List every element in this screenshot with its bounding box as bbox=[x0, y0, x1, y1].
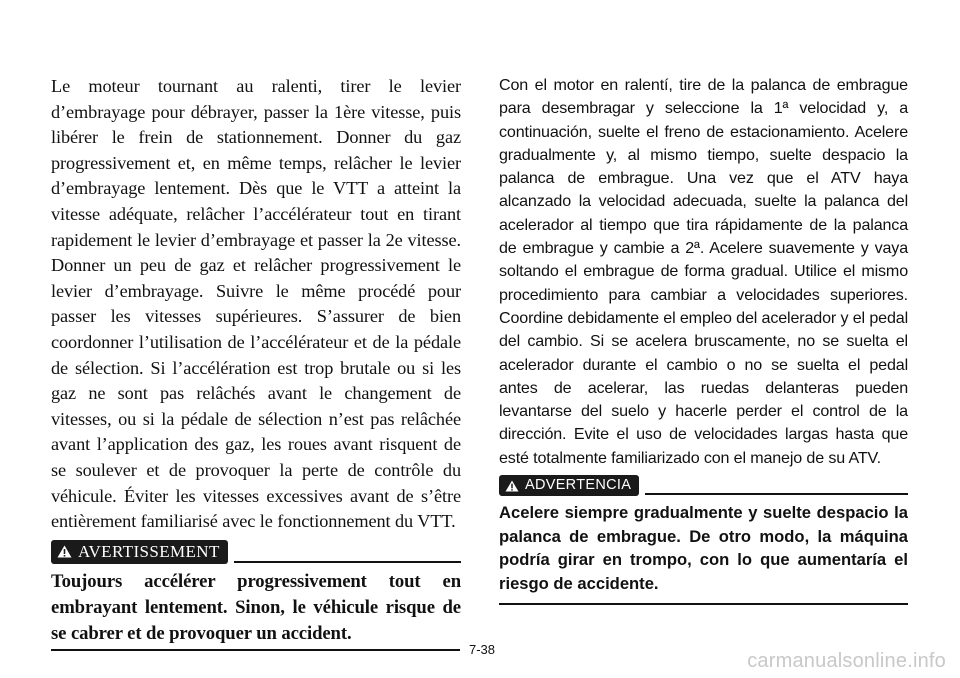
french-warning-label: AVERTISSEMENT bbox=[78, 542, 220, 562]
french-warning-badge bbox=[51, 540, 228, 564]
french-column bbox=[51, 74, 461, 647]
spanish-column bbox=[499, 74, 908, 605]
french-warning-end-rule bbox=[51, 649, 460, 651]
spanish-warning-end-rule bbox=[499, 603, 908, 605]
spanish-warning-label: ADVERTENCIA bbox=[525, 477, 632, 494]
warning-triangle-icon bbox=[57, 545, 72, 558]
spanish-warning-header bbox=[499, 475, 908, 496]
french-warning-text: Toujours accélérer progressivement tout en embrayant lentement. Sinon, le véhicule risque de se cabrer et de provoquer un accident. bbox=[51, 570, 461, 644]
watermark: carmanualsonline.info bbox=[747, 650, 946, 672]
spanish-body-text: Con el motor en ralentí, tire de la palanca de embrague para desembragar y seleccione la 1ª velocidad y, a continuación, suelte el freno de estacionamiento. Acelere gradualmente y, al mismo tiempo, suelte despacio la palanca de embrague. Una vez que el ATV haya alcanzado la velocidad adecuada, suelte la palanca del acelerador al tiempo que tira rápidamente de la palanca de embrague y cambie a 2ª. Acelere suavemente y vaya soltando el embrague de forma gradual. Utilice el mismo procedimiento para cambiar a velocidades superiores. Coordine debidamente el empleo del acelerador y el pedal del cambio. Si se acelera bruscamente, no se suelta el acelerador durante el cambio o no se suelta el pedal antes de acelerar, las ruedas delanteras pueden levantarse del suelo y hacerle perder el control de la dirección. Evite el uso de velocidades largas hasta que esté totalmente familiarizado con el manejo de su ATV. bbox=[499, 76, 908, 467]
spanish-warning-rule bbox=[645, 493, 908, 495]
spanish-warning-text: Acelere siempre gradualmente y suelte despacio la palanca de embrague. De otro modo, la máquina podría girar en trompo, con lo que aumentaría el riesgo de accidente. bbox=[499, 503, 908, 593]
french-body-text: Le moteur tournant au ralenti, tirer le levier d’embrayage pour débrayer, passer la 1ère vitesse, puis libérer le frein de stationnement. Donner du gaz progressivement et, en même temps, relâcher le levier d’embrayage lentement. Dès que le VTT a atteint la vitesse adéquate, relâcher l’accélérateur tout en tirant rapidement le levier d’embrayage et passer la 2e vitesse. Donner un peu de gaz et relâcher progressivement le levier d’embrayage. Suivre le même procédé pour passer les vitesses supérieures. S’assurer de bien coordonner l’utilisation de l’accélérateur et de la pédale de sélection. Si l’accélération est trop brutale ou si les gaz ne sont pas relâchés avant le changement de vitesses, ou si la pédale de sélection n’est pas relâchée avant l’application des gaz, les roues avant risquent de se soulever et de provoquer la perte de contrôle du véhicule. Éviter les vitesses excessives avant de s’être entièrement familiarisé avec le fonctionnement du VTT. bbox=[51, 76, 461, 532]
french-warning-rule bbox=[234, 561, 461, 563]
french-warning-header bbox=[51, 540, 461, 564]
warning-triangle-icon bbox=[505, 480, 519, 492]
page-number: 7-38 bbox=[468, 642, 496, 657]
spanish-warning-badge bbox=[499, 475, 639, 496]
